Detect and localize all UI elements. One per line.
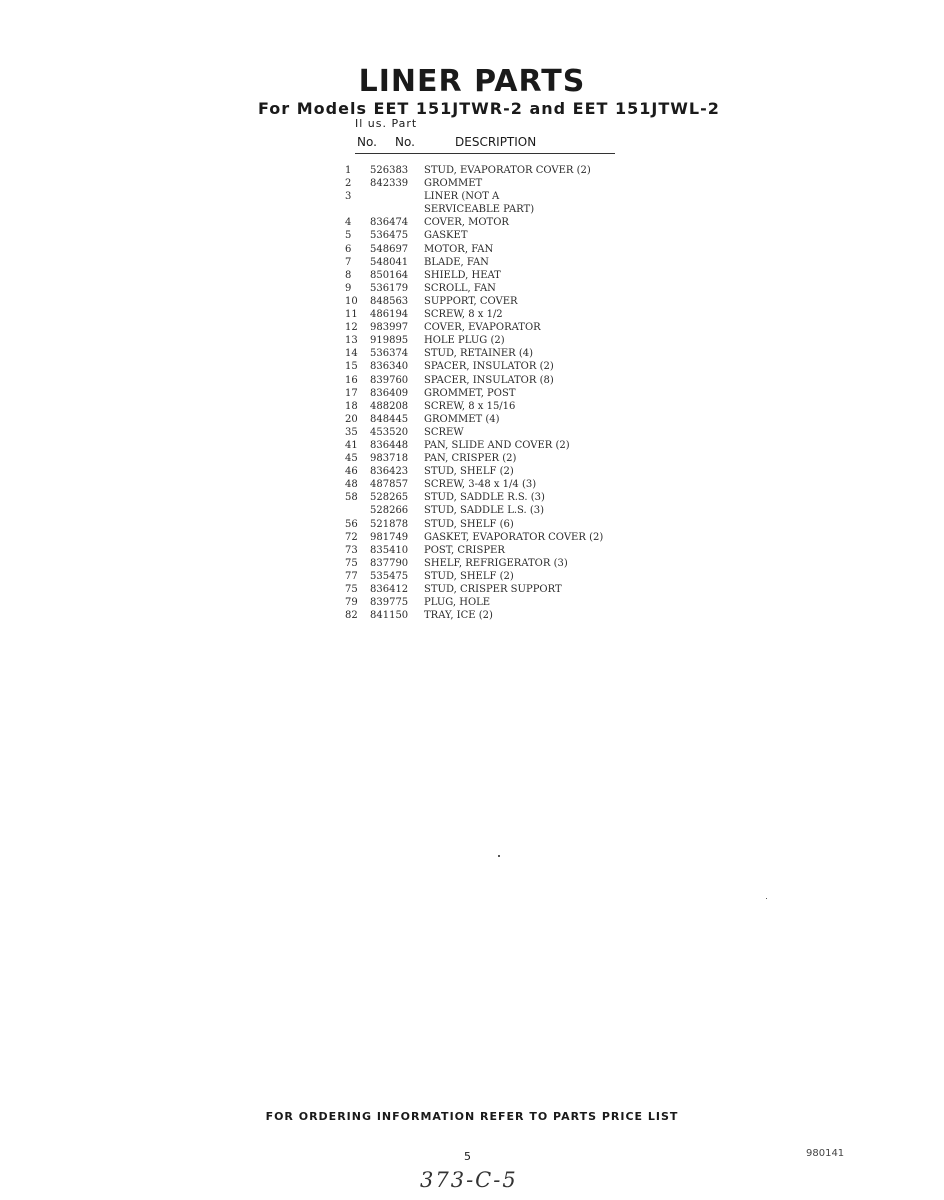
part-description: TRAY, ICE (2): [424, 610, 493, 622]
illus-number: 16: [345, 374, 358, 386]
column-header-top-line: Il us. Part: [355, 117, 418, 130]
parts-row: [345, 190, 645, 203]
illus-number: 1: [345, 165, 352, 176]
illus-number: 2: [345, 178, 352, 190]
part-description: STUD, CRISPER SUPPORT: [424, 584, 562, 595]
parts-row: [345, 491, 645, 504]
part-number: 536475: [370, 230, 409, 242]
parts-row: [345, 609, 645, 622]
part-number: 841150: [370, 610, 409, 622]
parts-row: [345, 504, 645, 517]
part-number: 488208: [370, 400, 409, 412]
part-number: 983997: [370, 322, 409, 334]
part-description: GASKET: [424, 230, 468, 242]
handwritten-note: 373-C-5: [420, 1168, 518, 1192]
part-number: 521878: [370, 518, 409, 530]
parts-row: [345, 583, 645, 596]
parts-row: [345, 596, 645, 609]
part-description: SPACER, INSULATOR (8): [424, 374, 554, 386]
part-description: STUD, RETAINER (4): [424, 348, 534, 360]
part-description: MOTOR, FAN: [424, 243, 494, 255]
part-number: 526383: [370, 165, 409, 176]
illus-number: 4: [345, 217, 352, 229]
part-description: SCROLL, FAN: [424, 282, 496, 294]
part-number: 486194: [370, 309, 409, 321]
part-number: 839760: [370, 374, 409, 386]
illus-number: 46: [345, 466, 358, 478]
parts-row: [345, 295, 645, 308]
parts-row: [345, 256, 645, 269]
parts-row: [345, 360, 645, 373]
parts-row: [345, 164, 645, 177]
part-description: STUD, SHELF (6): [424, 518, 514, 530]
part-number: 981749: [370, 531, 409, 543]
illus-number: 17: [345, 387, 358, 399]
part-no-header: No.: [395, 135, 415, 149]
parts-row: [345, 374, 645, 387]
part-description: HOLE PLUG (2): [424, 335, 505, 347]
parts-row: [345, 282, 645, 295]
illus-number: 3: [345, 191, 352, 203]
part-description: PLUG, HOLE: [424, 597, 491, 609]
parts-row: [345, 544, 645, 557]
illus-number: 20: [345, 413, 358, 425]
part-description: PAN, CRISPER (2): [424, 453, 517, 465]
part-number: 850164: [370, 269, 409, 281]
parts-row: [345, 570, 645, 583]
parts-row: [345, 557, 645, 570]
part-description: SCREW: [424, 426, 464, 438]
illus-number: 77: [345, 570, 358, 582]
illus-number: 8: [345, 269, 352, 281]
parts-row: [345, 387, 645, 400]
illus-number: 14: [345, 348, 358, 360]
part-number: 548041: [370, 256, 409, 268]
part-number: 536179: [370, 282, 409, 294]
illus-number: 45: [345, 453, 358, 465]
part-description: SUPPORT, COVER: [424, 295, 518, 307]
illus-number: 72: [345, 531, 358, 543]
part-number: 983718: [370, 453, 409, 465]
parts-list: [345, 164, 645, 622]
part-description: GROMMET (4): [424, 413, 500, 425]
part-number: 836340: [370, 361, 409, 373]
part-description: SERVICEABLE PART): [424, 204, 535, 216]
parts-row: [345, 334, 645, 347]
models-subtitle: For Models EET 151JTWR-2 and EET 151JTWL-2: [258, 99, 720, 118]
parts-row: [345, 203, 645, 216]
parts-row: [345, 426, 645, 439]
part-description: SHIELD, HEAT: [424, 269, 501, 281]
part-number: 842339: [370, 178, 409, 190]
parts-row: [345, 308, 645, 321]
part-description: BLADE, FAN: [424, 256, 489, 268]
parts-row: [345, 177, 645, 190]
illus-number: 6: [345, 243, 352, 255]
part-description: LINER (NOT A: [424, 191, 500, 203]
part-description: SHELF, REFRIGERATOR (3): [424, 557, 568, 569]
part-number: 836474: [370, 217, 409, 229]
part-description: SCREW, 8 x 15/16: [424, 400, 516, 412]
illus-number: 41: [345, 439, 358, 451]
parts-row: [345, 229, 645, 242]
part-number: 837790: [370, 557, 409, 569]
illus-number: 12: [345, 322, 358, 334]
illus-number: 75: [345, 584, 358, 595]
part-description: POST, CRISPER: [424, 544, 505, 556]
part-number: 836409: [370, 387, 409, 399]
illus-number: 15: [345, 361, 358, 373]
parts-row: [345, 518, 645, 531]
page-title: LINER PARTS: [358, 64, 586, 99]
part-description: STUD, SHELF (2): [424, 570, 514, 582]
part-number: 487857: [370, 479, 409, 491]
part-description: STUD, SADDLE R.S. (3): [424, 492, 545, 504]
parts-row: [345, 321, 645, 334]
illus-number: 7: [345, 256, 352, 268]
parts-row: [345, 413, 645, 426]
illus-number: 73: [345, 544, 358, 556]
part-number: 848445: [370, 413, 409, 425]
part-description: COVER, MOTOR: [424, 217, 509, 229]
parts-row: [345, 478, 645, 491]
illus-number: 75: [345, 557, 358, 569]
illus-number: 79: [345, 597, 358, 609]
illus-number: 18: [345, 400, 358, 412]
parts-row: [345, 400, 645, 413]
scan-speck: [498, 855, 500, 857]
illus-no-header: No.: [357, 135, 377, 149]
parts-row: [345, 269, 645, 282]
scan-speck: [766, 898, 767, 899]
illus-number: 13: [345, 335, 358, 347]
part-number: 528266: [370, 505, 409, 517]
part-number: 536374: [370, 348, 409, 360]
part-number: 548697: [370, 243, 409, 255]
part-description: SCREW, 8 x 1/2: [424, 309, 503, 321]
column-header-row: [355, 135, 615, 154]
parts-row: [345, 531, 645, 544]
part-number: 848563: [370, 295, 409, 307]
part-description: SPACER, INSULATOR (2): [424, 361, 554, 373]
part-description: STUD, SHELF (2): [424, 466, 514, 478]
illus-number: 5: [345, 230, 352, 242]
part-number: 836448: [370, 439, 409, 451]
part-description: GASKET, EVAPORATOR COVER (2): [424, 531, 604, 543]
parts-row: [345, 439, 645, 452]
part-number: 453520: [370, 426, 409, 438]
illus-number: 56: [345, 518, 358, 530]
illus-number: 48: [345, 479, 358, 491]
illus-number: 82: [345, 610, 358, 622]
part-number: 919895: [370, 335, 409, 347]
part-description: GROMMET, POST: [424, 387, 516, 399]
part-description: STUD, EVAPORATOR COVER (2): [424, 165, 591, 176]
illus-number: 58: [345, 492, 358, 504]
page-number: 5: [464, 1150, 471, 1163]
description-header: DESCRIPTION: [455, 135, 537, 149]
parts-row: [345, 243, 645, 256]
part-number: 836412: [370, 584, 409, 595]
part-description: GROMMET: [424, 178, 483, 190]
part-description: COVER, EVAPORATOR: [424, 322, 541, 334]
part-number: 528265: [370, 492, 409, 504]
parts-row: [345, 465, 645, 478]
illus-number: 10: [345, 295, 358, 307]
parts-row: [345, 216, 645, 229]
document-code: 980141: [806, 1148, 845, 1159]
illus-number: 11: [345, 309, 358, 321]
part-number: 535475: [370, 570, 409, 582]
parts-row: [345, 347, 645, 360]
part-description: PAN, SLIDE AND COVER (2): [424, 439, 570, 451]
part-description: STUD, SADDLE L.S. (3): [424, 505, 545, 517]
illus-number: 35: [345, 426, 358, 438]
part-number: 835410: [370, 544, 409, 556]
part-number: 839775: [370, 597, 409, 609]
ordering-info-note: FOR ORDERING INFORMATION REFER TO PARTS PRICE LIST: [265, 1110, 679, 1123]
part-description: SCREW, 3-48 x 1/4 (3): [424, 479, 537, 491]
illus-number: 9: [345, 282, 352, 294]
part-number: 836423: [370, 466, 409, 478]
parts-row: [345, 452, 645, 465]
